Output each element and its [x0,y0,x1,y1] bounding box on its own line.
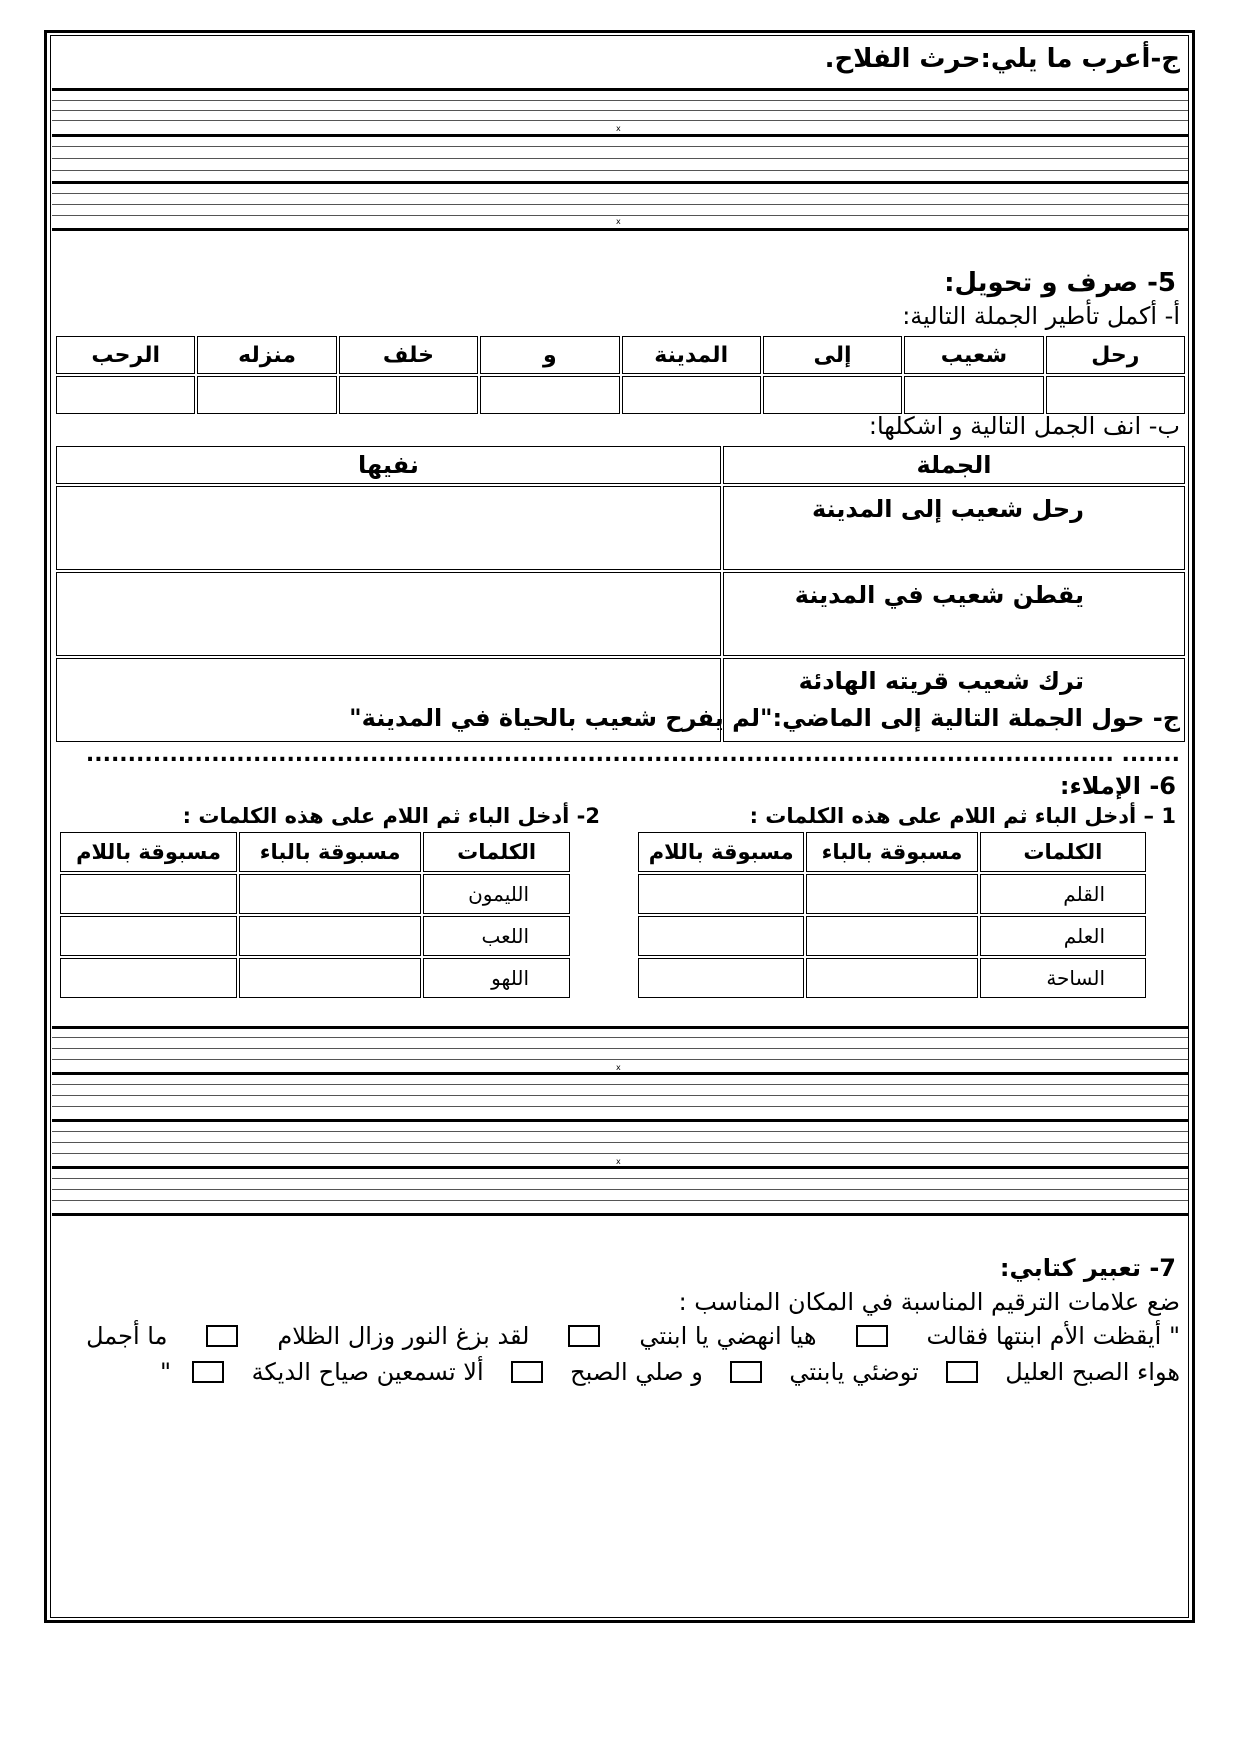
punctuation-box[interactable] [206,1325,238,1347]
line-marker: x [616,1157,621,1166]
dictation-row [638,916,1146,956]
with-lam-header: مسبوقة باللام [638,832,804,872]
exercise2-instruction: 2- أدخل الباء ثم اللام على هذه الكلمات : [182,804,600,828]
text-segment: لقد بزغ النور وزال الظلام [277,1322,530,1350]
framing-word: رحل [1046,336,1185,374]
answer-cell[interactable] [60,958,237,998]
punctuation-box[interactable] [730,1361,762,1383]
punctuation-box[interactable] [192,1361,224,1383]
answer-cell[interactable] [638,958,804,998]
word-cell: العلم [980,916,1146,956]
dictation-row [638,958,1146,998]
framing-word: شعيب [904,336,1043,374]
framing-word: و [480,336,619,374]
framing-answer-row [56,376,1185,414]
text-segment: " [160,1358,172,1386]
punctuation-box[interactable] [568,1325,600,1347]
framing-word: الرحب [56,336,195,374]
punctuation-box[interactable] [511,1361,543,1383]
sentence-cell: ترك شعيب قريته الهادئة [723,658,1185,742]
negation-answer-cell[interactable] [56,486,721,570]
answer-cell[interactable] [806,874,977,914]
answer-dotted-line[interactable]: ....... ........................................................................................................................... [85,742,1180,767]
section5b-instruction: ب- انف الجمل التالية و اشكلها: [868,412,1180,440]
punctuation-box[interactable] [946,1361,978,1383]
sentence-cell: يقطن شعيب في المدينة [723,572,1185,656]
text-segment: هواء الصبح العليل [1005,1358,1180,1386]
answer-cell[interactable] [638,916,804,956]
words-header: الكلمات [980,832,1146,872]
framing-table [54,334,1187,416]
section7-title: 7- تعبير كتابي: [999,1254,1176,1282]
word-cell: اللهو [423,958,570,998]
sentence-header: الجملة [723,446,1185,484]
answer-cell[interactable] [60,874,237,914]
text-segment: ألا تسمعين صياح الديكة [251,1358,484,1386]
line-marker: x [616,217,621,226]
section5c-instruction: ج- حول الجملة التالية إلى الماضي:"لم يفرح شعيب بالحياة في المدينة" [349,704,1180,732]
answer-cell[interactable] [239,958,421,998]
negation-answer-cell[interactable] [56,572,721,656]
text-segment: ما أجمل [86,1322,168,1350]
framing-answer-cell[interactable] [56,376,195,414]
word-cell: الليمون [423,874,570,914]
with-ba-header: مسبوقة بالباء [806,832,977,872]
word-cell: القلم [980,874,1146,914]
exercise1-instruction: 1 – أدخل الباء ثم اللام على هذه الكلمات : [749,804,1176,828]
text-segment: توضئي يابنتي [789,1358,919,1386]
sentence-cell: رحل شعيب إلى المدينة [723,486,1185,570]
framing-word: إلى [763,336,902,374]
section5-title: 5- صرف و تحويل: [944,268,1176,298]
framing-answer-cell[interactable] [339,376,478,414]
negation-header: نفيها [56,446,721,484]
dictation-table-2 [58,830,572,1000]
section5a-instruction: أ- أكمل تأطير الجملة التالية: [902,302,1180,330]
answer-cell[interactable] [638,874,804,914]
punctuation-instruction: ضع علامات الترقيم المناسبة في المكان المناسب : [678,1288,1180,1316]
parse-question: ج-أعرب ما يلي:حرث الفلاح. [824,44,1180,74]
framing-answer-cell[interactable] [197,376,336,414]
punctuation-line-2 [160,1358,1180,1386]
dictation-row [60,874,570,914]
framing-word: المدينة [622,336,761,374]
punctuation-line-1 [86,1322,1180,1350]
framing-answer-cell[interactable] [763,376,902,414]
words-header: الكلمات [423,832,570,872]
framing-word: خلف [339,336,478,374]
framing-word: منزله [197,336,336,374]
word-cell: اللعب [423,916,570,956]
text-segment: هيا انهضي يا ابنتي [639,1322,817,1350]
with-lam-header: مسبوقة باللام [60,832,237,872]
word-cell: الساحة [980,958,1146,998]
negation-table [54,444,1187,744]
negation-row [56,486,1185,570]
framing-answer-cell[interactable] [622,376,761,414]
section6-title: 6- الإملاء: [1059,772,1176,800]
text-segment: و صلي الصبح [570,1358,703,1386]
negation-row [56,572,1185,656]
answer-cell[interactable] [239,916,421,956]
dictation-table-1 [636,830,1148,1000]
answer-cell[interactable] [60,916,237,956]
line-marker: x [616,124,621,133]
framing-answer-cell[interactable] [1046,376,1185,414]
framing-answer-cell[interactable] [904,376,1043,414]
dictation-row [60,916,570,956]
answer-cell[interactable] [239,874,421,914]
punctuation-box[interactable] [856,1325,888,1347]
dictation-row [60,958,570,998]
dictation-row [638,874,1146,914]
with-ba-header: مسبوقة بالباء [239,832,421,872]
answer-cell[interactable] [806,958,977,998]
text-segment: " أيقظت الأم ابنتها فقالت [926,1322,1180,1350]
framing-words-row [56,336,1185,374]
answer-cell[interactable] [806,916,977,956]
framing-answer-cell[interactable] [480,376,619,414]
line-marker: x [616,1063,621,1072]
